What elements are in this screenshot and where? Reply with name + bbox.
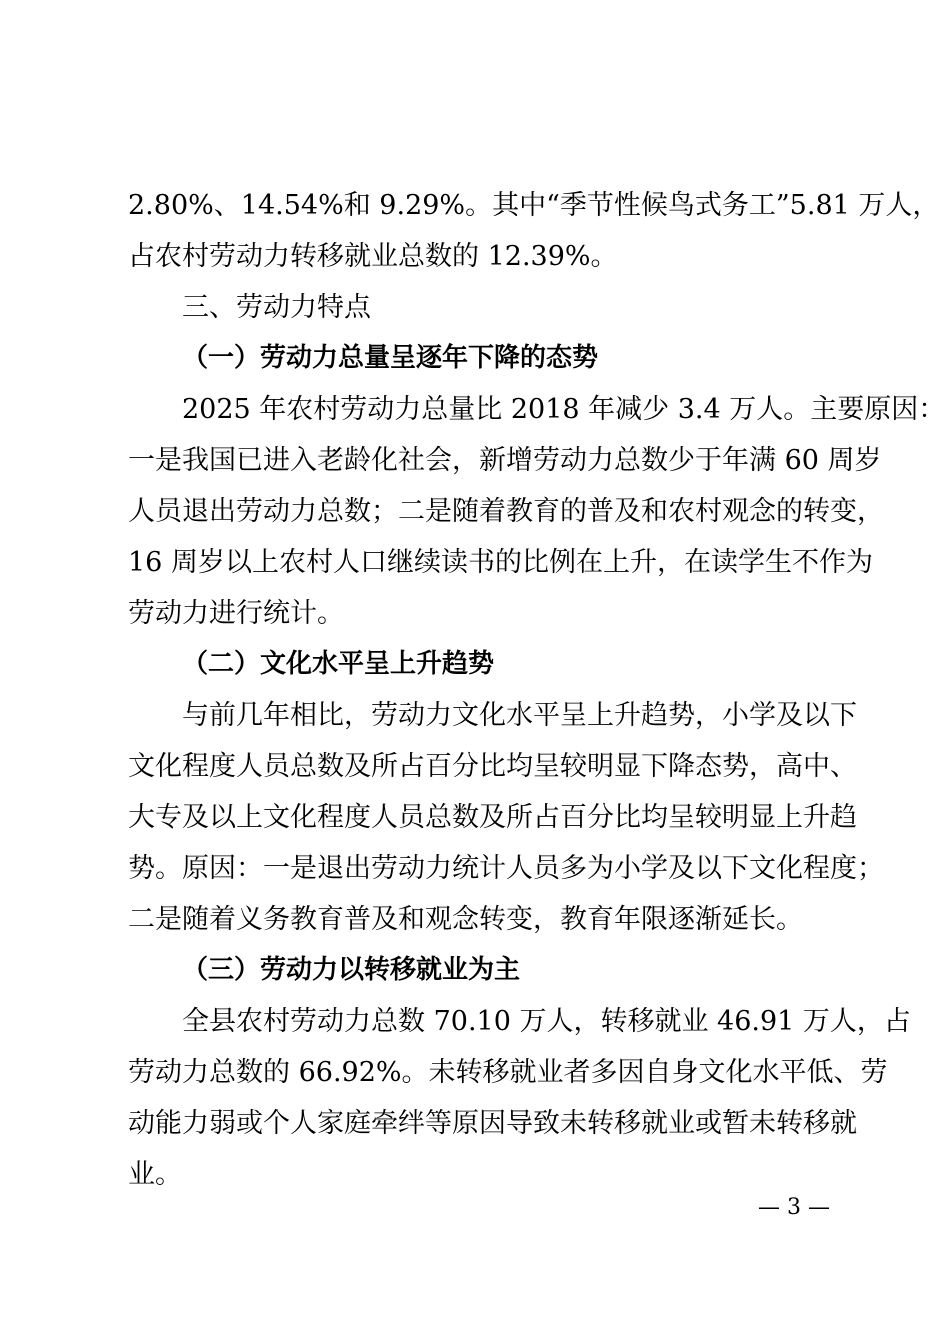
document-body [128,180,946,1200]
section-title: 三、劳动力特点 [182,292,371,323]
paragraph-line: 全县农村劳动力总数 70.10 万人，转移就业 46.91 万人，占 [182,1006,911,1037]
subsection-heading: （二）文化水平呈上升趋势 [182,649,495,679]
paragraph-line: 一是我国已进入老龄化社会，新增劳动力总数少于年满 60 周岁 [128,445,882,476]
paragraph-line: 2025 年农村劳动力总量比 2018 年减少 3.4 万人。主要原因： [182,394,946,425]
paragraph-line: 劳动力进行统计。 [128,598,344,629]
subsection-heading: （三）劳动力以转移就业为主 [182,955,521,985]
paragraph-line: 劳动力总数的 66.92%。未转移就业者多因自身文化水平低、劳 [128,1057,888,1088]
paragraph-line: 业。 [128,1159,182,1190]
paragraph-line: 动能力弱或个人家庭牵绊等原因导致未转移就业或暂未转移就 [128,1108,857,1139]
paragraph-line: 大专及以上文化程度人员总数及所占百分比均呈较明显上升趋 [128,802,857,833]
page-number: — 3 — [758,1195,830,1220]
paragraph-line: 文化程度人员总数及所占百分比均呈较明显下降态势，高中、 [128,751,857,782]
paragraph-line: 二是随着义务教育普及和观念转变，教育年限逐渐延长。 [128,904,803,935]
paragraph-line: 势。原因：一是退出劳动力统计人员多为小学及以下文化程度； [128,853,884,884]
paragraph-line: 人员退出劳动力总数；二是随着教育的普及和农村观念的转变， [128,496,884,527]
paragraph-line: 16 周岁以上农村人口继续读书的比例在上升，在读学生不作为 [128,547,873,578]
paragraph-line: 占农村劳动力转移就业总数的 12.39%。 [128,241,618,272]
paragraph-line: 与前几年相比，劳动力文化水平呈上升趋势，小学及以下 [182,700,857,731]
subsection-heading: （一）劳动力总量呈逐年下降的态势 [182,343,599,373]
paragraph-line: 2.80%、14.54%和 9.29%。其中“季节性候鸟式务工”5.81 万人， [128,190,940,221]
